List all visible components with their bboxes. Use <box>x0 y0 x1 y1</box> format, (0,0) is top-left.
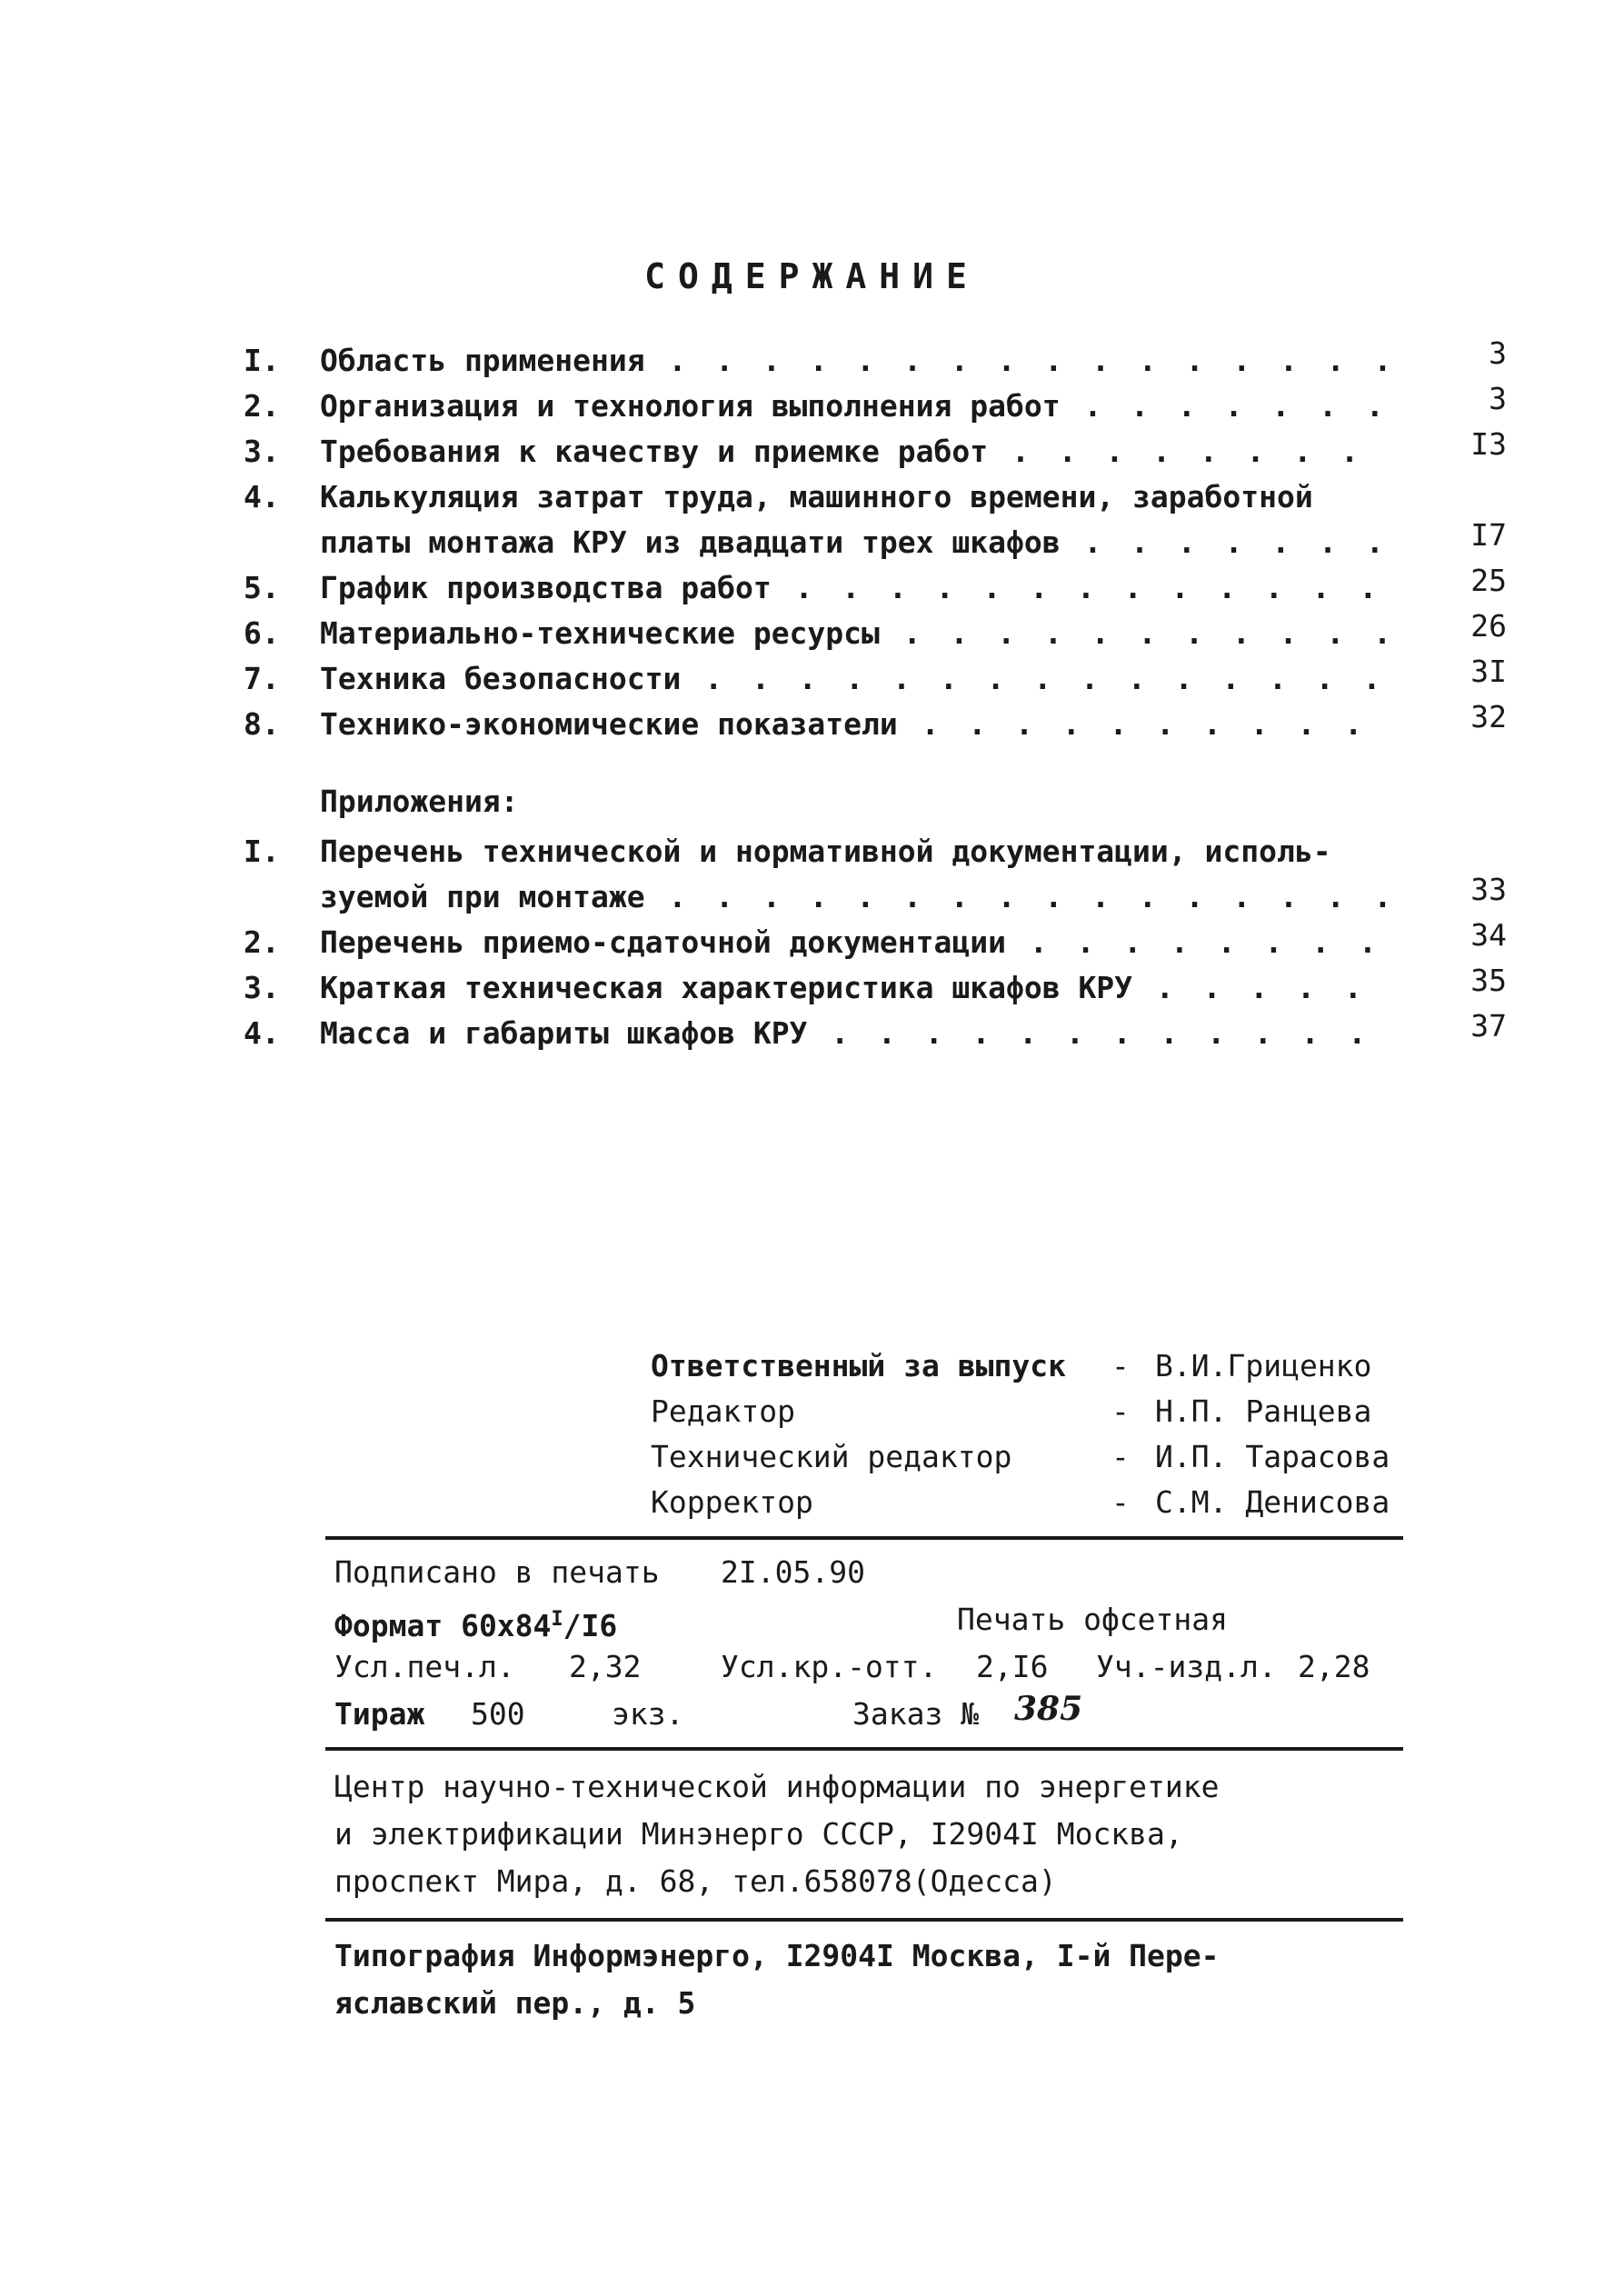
usl-kr-label: Усл.кр.-отт. <box>721 1649 938 1684</box>
toc-page-number: I7 <box>1470 517 1507 553</box>
table-of-contents <box>244 335 1507 747</box>
toc-page-number: 25 <box>1470 563 1507 598</box>
toc-number: 7. <box>244 661 280 696</box>
toc-title: Технико-экономические показатели . . . <box>320 702 1393 747</box>
appendix-heading: Приложения: <box>320 784 519 819</box>
toc-page-number: 3 <box>1489 335 1507 371</box>
format-label: Формат $60x84^I/I6$ <box>334 1608 618 1643</box>
toc-entry-6 <box>244 608 1507 656</box>
toc-page-number: 26 <box>1470 608 1507 644</box>
imprint-row-signed <box>334 1549 1407 1596</box>
toc-number: 8. <box>244 706 280 742</box>
toc-number: 4. <box>244 1015 280 1051</box>
appendix-entry-1 <box>244 829 1507 920</box>
appendix-entry-4 <box>244 1008 1507 1056</box>
toc-number: I. <box>244 834 280 869</box>
credit-dash: - <box>1111 1484 1130 1520</box>
toc-title: Масса и габариты шкафов КРУ . . . <box>320 1011 1393 1056</box>
printer-line: Типография Информэнерго, I2904I Москва, I-й Пере- <box>334 1938 1220 1973</box>
toc-entry-8 <box>244 699 1507 747</box>
toc-title: Перечень приемо-сдаточной документации . . . <box>320 920 1393 965</box>
toc-page-number: 3 <box>1489 381 1507 416</box>
credit-row <box>651 1434 1414 1480</box>
credit-row <box>651 1480 1414 1525</box>
toc-title: Краткая техническая характеристика шкафов КРУ . . . <box>320 965 1393 1011</box>
signed-date: 2I.05.90 <box>721 1554 865 1590</box>
toc-title-continuation: платы монтажа КРУ из двадцати трех шкафов . . . <box>320 520 1393 565</box>
toc-number: 3. <box>244 434 280 469</box>
toc-entry-1 <box>244 335 1507 384</box>
credit-dash: - <box>1111 1439 1130 1474</box>
credit-dash: - <box>1111 1393 1130 1429</box>
signed-label: Подписано в печать <box>334 1554 660 1590</box>
credit-role: Корректор <box>651 1484 813 1520</box>
toc-title: Требования к качеству и приемке работ . . . <box>320 429 1393 474</box>
toc-number: I. <box>244 343 280 378</box>
credit-row <box>651 1343 1414 1389</box>
toc-title: Перечень технической и нормативной документации, исполь- <box>320 834 1331 869</box>
appendix-entry-2 <box>244 917 1507 965</box>
toc-page-number: 37 <box>1470 1008 1507 1044</box>
publisher-line: Центр научно-технической информации по энергетике <box>334 1769 1220 1804</box>
order-label: Заказ № <box>852 1696 980 1732</box>
tirazh-label: Тираж <box>334 1696 425 1732</box>
credit-dash: - <box>1111 1348 1130 1383</box>
toc-number: 5. <box>244 570 280 605</box>
imprint-row-sheets <box>334 1643 1407 1691</box>
page-title: СОДЕРЖАНИЕ <box>644 256 980 296</box>
printer-block <box>334 1932 1407 2027</box>
appendix-list <box>244 829 1507 1056</box>
toc-title: Калькуляция затрат труда, машинного времени, заработной <box>320 479 1313 514</box>
toc-number: 6. <box>244 615 280 651</box>
print-type: Печать офсетная <box>957 1602 1229 1637</box>
toc-page-number: 32 <box>1470 699 1507 734</box>
uch-izd-value: 2,28 <box>1298 1649 1370 1684</box>
printer-line: яславский пер., д. 5 <box>334 1985 696 2021</box>
divider-rule <box>325 1747 1403 1751</box>
credit-name: В.И.Гриценко <box>1155 1348 1372 1383</box>
credit-name: И.П. Тарасова <box>1155 1439 1390 1474</box>
tirazh-unit: экз. <box>612 1696 684 1732</box>
imprint-row-circulation <box>334 1691 1407 1738</box>
credit-row <box>651 1389 1414 1434</box>
toc-number: 2. <box>244 388 280 424</box>
toc-entry-2 <box>244 381 1507 429</box>
toc-page-number: 33 <box>1470 872 1507 907</box>
toc-number: 2. <box>244 924 280 960</box>
usl-pech-label: Усл.печ.л. <box>334 1649 515 1684</box>
divider-rule <box>325 1918 1403 1922</box>
toc-title: Техника безопасности . . . <box>320 656 1393 702</box>
toc-page-number: I3 <box>1470 426 1507 462</box>
appendix-entry-3 <box>244 965 1507 1011</box>
toc-entry-7 <box>244 656 1507 702</box>
imprint-row-format <box>334 1596 1407 1643</box>
toc-entry-3 <box>244 426 1507 474</box>
usl-kr-value: 2,I6 <box>976 1649 1049 1684</box>
order-number-handwritten: 385 <box>1014 1690 1083 1728</box>
uch-izd-label: Уч.-изд.л. <box>1096 1649 1277 1684</box>
toc-page-number: 34 <box>1470 917 1507 953</box>
credit-name: Н.П. Ранцева <box>1155 1393 1372 1429</box>
toc-page-number: 35 <box>1470 963 1507 998</box>
publisher-block <box>334 1763 1407 1905</box>
credit-name: С.М. Денисова <box>1155 1484 1390 1520</box>
toc-entry-4 <box>244 474 1507 565</box>
imprint-block <box>334 1549 1407 1738</box>
publisher-line: проспект Мира, д. 68, тел.658078(Одесса) <box>334 1863 1057 1899</box>
usl-pech-value: 2,32 <box>569 1649 642 1684</box>
toc-title: Материально-технические ресурсы . . . <box>320 611 1393 656</box>
toc-title: Организация и технология выполнения работ . . . <box>320 384 1393 429</box>
toc-number: 3. <box>244 970 280 1005</box>
toc-number: 4. <box>244 479 280 514</box>
toc-page-number: 3I <box>1470 654 1507 689</box>
toc-title: График производства работ . . . <box>320 565 1393 611</box>
toc-title: Область применения . . . <box>320 338 1393 384</box>
publisher-line: и электрификации Минэнерго СССР, I2904I Москва, <box>334 1816 1183 1852</box>
toc-title-continuation: зуемой при монтаже . . . <box>320 874 1393 920</box>
credit-role: Редактор <box>651 1393 795 1429</box>
credit-role: Ответственный за выпуск <box>651 1348 1066 1383</box>
credits-block <box>651 1343 1414 1525</box>
toc-entry-5 <box>244 565 1507 611</box>
credit-role: Технический редактор <box>651 1439 1012 1474</box>
tirazh-value: 500 <box>471 1696 525 1732</box>
divider-rule <box>325 1536 1403 1540</box>
